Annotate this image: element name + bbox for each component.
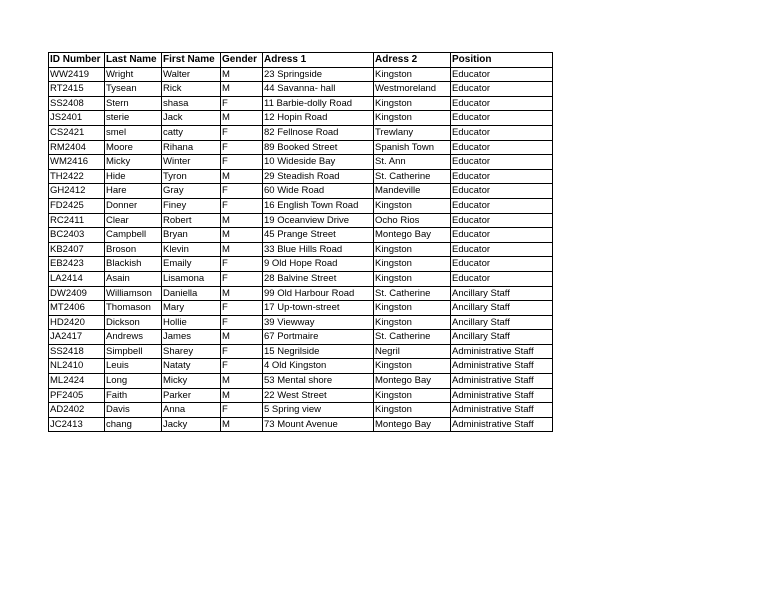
position-cell[interactable]: Ancillary Staff xyxy=(451,315,553,330)
first-name-cell[interactable]: Bryan xyxy=(162,228,221,243)
address-2-cell[interactable]: Kingston xyxy=(374,359,451,374)
first-name-cell[interactable]: Tyron xyxy=(162,169,221,184)
address-2-cell[interactable]: Kingston xyxy=(374,111,451,126)
table-row xyxy=(49,301,553,316)
position-cell[interactable]: Ancillary Staff xyxy=(451,330,553,345)
last-name-cell[interactable]: Broson xyxy=(105,242,162,257)
last-name-cell[interactable]: Faith xyxy=(105,388,162,403)
address-1-cell[interactable]: 12 Hopin Road xyxy=(263,111,374,126)
address-2-cell[interactable]: Spanish Town xyxy=(374,140,451,155)
address-2-cell[interactable]: Kingston xyxy=(374,315,451,330)
position-cell[interactable]: Administrative Staff xyxy=(451,403,553,418)
table-row xyxy=(49,140,553,155)
last-name-cell[interactable]: Hare xyxy=(105,184,162,199)
gender-cell[interactable]: M xyxy=(221,67,263,82)
position-cell[interactable]: Ancillary Staff xyxy=(451,286,553,301)
id-number-cell[interactable]: JA2417 xyxy=(49,330,105,345)
id-number-cell[interactable]: TH2422 xyxy=(49,169,105,184)
position-cell[interactable]: Educator xyxy=(451,155,553,170)
table-row xyxy=(49,359,553,374)
last-name-cell[interactable]: Asain xyxy=(105,271,162,286)
id-number-cell[interactable]: LA2414 xyxy=(49,271,105,286)
address-2-cell[interactable]: St. Catherine xyxy=(374,169,451,184)
gender-cell[interactable]: M xyxy=(221,111,263,126)
staff-table xyxy=(48,52,553,432)
last-name-cell[interactable]: sterie xyxy=(105,111,162,126)
last-name-cell[interactable]: smel xyxy=(105,125,162,140)
address-2-cell[interactable]: St. Ann xyxy=(374,155,451,170)
id-number-cell[interactable]: RT2415 xyxy=(49,82,105,97)
address-2-cell[interactable]: Kingston xyxy=(374,388,451,403)
first-name-cell[interactable]: Sharey xyxy=(162,344,221,359)
id-number-cell[interactable]: AD2402 xyxy=(49,403,105,418)
address-2-cell[interactable]: Kingston xyxy=(374,257,451,272)
header-id-number[interactable]: ID Number xyxy=(49,53,105,68)
first-name-cell[interactable]: Micky xyxy=(162,374,221,389)
gender-cell[interactable]: F xyxy=(221,301,263,316)
position-cell[interactable]: Educator xyxy=(451,125,553,140)
address-2-cell[interactable]: Montego Bay xyxy=(374,228,451,243)
id-number-cell[interactable]: ML2424 xyxy=(49,374,105,389)
last-name-cell[interactable]: Hide xyxy=(105,169,162,184)
id-number-cell[interactable]: DW2409 xyxy=(49,286,105,301)
gender-cell[interactable]: F xyxy=(221,125,263,140)
address-2-cell[interactable]: Kingston xyxy=(374,67,451,82)
table-row xyxy=(49,271,553,286)
id-number-cell[interactable]: JC2413 xyxy=(49,417,105,432)
gender-cell[interactable]: F xyxy=(221,403,263,418)
gender-cell[interactable]: M xyxy=(221,417,263,432)
table-row xyxy=(49,344,553,359)
position-cell[interactable]: Administrative Staff xyxy=(451,388,553,403)
address-2-cell[interactable]: Kingston xyxy=(374,301,451,316)
first-name-cell[interactable]: Rick xyxy=(162,82,221,97)
gender-cell[interactable]: M xyxy=(221,242,263,257)
table-row xyxy=(49,242,553,257)
first-name-cell[interactable]: catty xyxy=(162,125,221,140)
last-name-cell[interactable]: Blackish xyxy=(105,257,162,272)
address-1-cell[interactable]: 16 English Town Road xyxy=(263,198,374,213)
table-row xyxy=(49,82,553,97)
last-name-cell[interactable]: Moore xyxy=(105,140,162,155)
position-cell[interactable]: Educator xyxy=(451,169,553,184)
gender-cell[interactable]: M xyxy=(221,374,263,389)
position-cell[interactable]: Educator xyxy=(451,198,553,213)
id-number-cell[interactable]: FD2425 xyxy=(49,198,105,213)
last-name-cell[interactable]: Clear xyxy=(105,213,162,228)
id-number-cell[interactable]: JS2401 xyxy=(49,111,105,126)
address-2-cell[interactable]: Montego Bay xyxy=(374,374,451,389)
id-number-cell[interactable]: WW2419 xyxy=(49,67,105,82)
address-2-cell[interactable]: St. Catherine xyxy=(374,286,451,301)
last-name-cell[interactable]: Simpbell xyxy=(105,344,162,359)
position-cell[interactable]: Educator xyxy=(451,96,553,111)
gender-cell[interactable]: F xyxy=(221,359,263,374)
address-1-cell[interactable]: 28 Balvine Street xyxy=(263,271,374,286)
id-number-cell[interactable]: NL2410 xyxy=(49,359,105,374)
gender-cell[interactable]: M xyxy=(221,330,263,345)
position-cell[interactable]: Educator xyxy=(451,184,553,199)
gender-cell[interactable]: F xyxy=(221,155,263,170)
last-name-cell[interactable]: Leuis xyxy=(105,359,162,374)
id-number-cell[interactable]: MT2406 xyxy=(49,301,105,316)
address-2-cell[interactable]: Negril xyxy=(374,344,451,359)
id-number-cell[interactable]: PF2405 xyxy=(49,388,105,403)
gender-cell[interactable]: F xyxy=(221,140,263,155)
last-name-cell[interactable]: Williamson xyxy=(105,286,162,301)
position-cell[interactable]: Educator xyxy=(451,257,553,272)
table-row xyxy=(49,374,553,389)
first-name-cell[interactable]: Robert xyxy=(162,213,221,228)
first-name-cell[interactable]: Parker xyxy=(162,388,221,403)
header-first-name[interactable]: First Name xyxy=(162,53,221,68)
id-number-cell[interactable]: BC2403 xyxy=(49,228,105,243)
id-number-cell[interactable]: SS2408 xyxy=(49,96,105,111)
address-2-cell[interactable]: Montego Bay xyxy=(374,417,451,432)
table-row xyxy=(49,388,553,403)
last-name-cell[interactable]: Davis xyxy=(105,403,162,418)
header-address-2[interactable]: Adress 2 xyxy=(374,53,451,68)
address-1-cell[interactable]: 22 West Street xyxy=(263,388,374,403)
address-1-cell[interactable]: 4 Old Kingston xyxy=(263,359,374,374)
id-number-cell[interactable]: EB2423 xyxy=(49,257,105,272)
last-name-cell[interactable]: Dickson xyxy=(105,315,162,330)
address-1-cell[interactable]: 33 Blue Hills Road xyxy=(263,242,374,257)
address-1-cell[interactable]: 53 Mental shore xyxy=(263,374,374,389)
table-body xyxy=(49,67,553,432)
gender-cell[interactable]: M xyxy=(221,82,263,97)
position-cell[interactable]: Administrative Staff xyxy=(451,344,553,359)
gender-cell[interactable]: F xyxy=(221,271,263,286)
id-number-cell[interactable]: RC2411 xyxy=(49,213,105,228)
id-number-cell[interactable]: CS2421 xyxy=(49,125,105,140)
address-2-cell[interactable]: Kingston xyxy=(374,198,451,213)
first-name-cell[interactable]: Klevin xyxy=(162,242,221,257)
gender-cell[interactable]: M xyxy=(221,388,263,403)
position-cell[interactable]: Administrative Staff xyxy=(451,374,553,389)
table-row xyxy=(49,155,553,170)
table-row xyxy=(49,228,553,243)
last-name-cell[interactable]: Donner xyxy=(105,198,162,213)
last-name-cell[interactable]: Andrews xyxy=(105,330,162,345)
gender-cell[interactable]: F xyxy=(221,315,263,330)
table-row xyxy=(49,315,553,330)
id-number-cell[interactable]: GH2412 xyxy=(49,184,105,199)
header-last-name[interactable]: Last Name xyxy=(105,53,162,68)
table-row xyxy=(49,330,553,345)
position-cell[interactable]: Educator xyxy=(451,82,553,97)
address-1-cell[interactable]: 9 Old Hope Road xyxy=(263,257,374,272)
address-1-cell[interactable]: 73 Mount Avenue xyxy=(263,417,374,432)
position-cell[interactable]: Administrative Staff xyxy=(451,417,553,432)
first-name-cell[interactable]: James xyxy=(162,330,221,345)
table-row xyxy=(49,286,553,301)
last-name-cell[interactable]: Tysean xyxy=(105,82,162,97)
table-row xyxy=(49,213,553,228)
last-name-cell[interactable]: Wright xyxy=(105,67,162,82)
gender-cell[interactable]: F xyxy=(221,198,263,213)
address-1-cell[interactable]: 19 Oceanview Drive xyxy=(263,213,374,228)
table-row xyxy=(49,198,553,213)
header-row xyxy=(49,53,553,68)
table-row xyxy=(49,417,553,432)
address-2-cell[interactable]: Trewlany xyxy=(374,125,451,140)
address-2-cell[interactable]: St. Catherine xyxy=(374,330,451,345)
address-2-cell[interactable]: Westmoreland xyxy=(374,82,451,97)
table-row xyxy=(49,257,553,272)
first-name-cell[interactable]: Hollie xyxy=(162,315,221,330)
position-cell[interactable]: Ancillary Staff xyxy=(451,301,553,316)
position-cell[interactable]: Administrative Staff xyxy=(451,359,553,374)
position-cell[interactable]: Educator xyxy=(451,67,553,82)
id-number-cell[interactable]: HD2420 xyxy=(49,315,105,330)
address-1-cell[interactable]: 60 Wide Road xyxy=(263,184,374,199)
first-name-cell[interactable]: Gray xyxy=(162,184,221,199)
first-name-cell[interactable]: Nataty xyxy=(162,359,221,374)
first-name-cell[interactable]: shasa xyxy=(162,96,221,111)
first-name-cell[interactable]: Mary xyxy=(162,301,221,316)
id-number-cell[interactable]: RM2404 xyxy=(49,140,105,155)
address-2-cell[interactable]: Ocho Rios xyxy=(374,213,451,228)
last-name-cell[interactable]: Micky xyxy=(105,155,162,170)
position-cell[interactable]: Educator xyxy=(451,111,553,126)
address-1-cell[interactable]: 29 Steadish Road xyxy=(263,169,374,184)
last-name-cell[interactable]: Long xyxy=(105,374,162,389)
gender-cell[interactable]: M xyxy=(221,169,263,184)
first-name-cell[interactable]: Daniella xyxy=(162,286,221,301)
header-gender[interactable]: Gender xyxy=(221,53,263,68)
gender-cell[interactable]: M xyxy=(221,286,263,301)
first-name-cell[interactable]: Rihana xyxy=(162,140,221,155)
gender-cell[interactable]: M xyxy=(221,228,263,243)
address-2-cell[interactable]: Kingston xyxy=(374,271,451,286)
first-name-cell[interactable]: Jacky xyxy=(162,417,221,432)
last-name-cell[interactable]: chang xyxy=(105,417,162,432)
table-row xyxy=(49,403,553,418)
first-name-cell[interactable]: Emaily xyxy=(162,257,221,272)
last-name-cell[interactable]: Thomason xyxy=(105,301,162,316)
gender-cell[interactable]: F xyxy=(221,184,263,199)
address-1-cell[interactable]: 99 Old Harbour Road xyxy=(263,286,374,301)
address-2-cell[interactable]: Mandeville xyxy=(374,184,451,199)
position-cell[interactable]: Educator xyxy=(451,271,553,286)
last-name-cell[interactable]: Campbell xyxy=(105,228,162,243)
table-row xyxy=(49,169,553,184)
address-1-cell[interactable]: 39 Viewway xyxy=(263,315,374,330)
gender-cell[interactable]: M xyxy=(221,213,263,228)
first-name-cell[interactable]: Walter xyxy=(162,67,221,82)
table-row xyxy=(49,111,553,126)
address-2-cell[interactable]: Kingston xyxy=(374,242,451,257)
address-1-cell[interactable]: 5 Spring view xyxy=(263,403,374,418)
position-cell[interactable]: Educator xyxy=(451,242,553,257)
address-1-cell[interactable]: 10 Wideside Bay xyxy=(263,155,374,170)
address-2-cell[interactable]: Kingston xyxy=(374,96,451,111)
gender-cell[interactable]: F xyxy=(221,344,263,359)
address-1-cell[interactable]: 89 Booked Street xyxy=(263,140,374,155)
position-cell[interactable]: Educator xyxy=(451,228,553,243)
address-1-cell[interactable]: 44 Savanna- hall xyxy=(263,82,374,97)
first-name-cell[interactable]: Winter xyxy=(162,155,221,170)
position-cell[interactable]: Educator xyxy=(451,213,553,228)
address-1-cell[interactable]: 45 Prange Street xyxy=(263,228,374,243)
id-number-cell[interactable]: KB2407 xyxy=(49,242,105,257)
first-name-cell[interactable]: Anna xyxy=(162,403,221,418)
address-1-cell[interactable]: 15 Negrilside xyxy=(263,344,374,359)
header-position[interactable]: Position xyxy=(451,53,553,68)
table-row xyxy=(49,184,553,199)
last-name-cell[interactable]: Stern xyxy=(105,96,162,111)
first-name-cell[interactable]: Lisamona xyxy=(162,271,221,286)
gender-cell[interactable]: F xyxy=(221,96,263,111)
first-name-cell[interactable]: Jack xyxy=(162,111,221,126)
address-1-cell[interactable]: 82 Fellnose Road xyxy=(263,125,374,140)
address-1-cell[interactable]: 23 Springside xyxy=(263,67,374,82)
position-cell[interactable]: Educator xyxy=(451,140,553,155)
first-name-cell[interactable]: Finey xyxy=(162,198,221,213)
header-address-1[interactable]: Adress 1 xyxy=(263,53,374,68)
address-1-cell[interactable]: 17 Up-town-street xyxy=(263,301,374,316)
id-number-cell[interactable]: SS2418 xyxy=(49,344,105,359)
table-row xyxy=(49,125,553,140)
table-row xyxy=(49,96,553,111)
gender-cell[interactable]: F xyxy=(221,257,263,272)
address-1-cell[interactable]: 67 Portmaire xyxy=(263,330,374,345)
id-number-cell[interactable]: WM2416 xyxy=(49,155,105,170)
table-row xyxy=(49,67,553,82)
address-1-cell[interactable]: 11 Barbie-dolly Road xyxy=(263,96,374,111)
address-2-cell[interactable]: Kingston xyxy=(374,403,451,418)
